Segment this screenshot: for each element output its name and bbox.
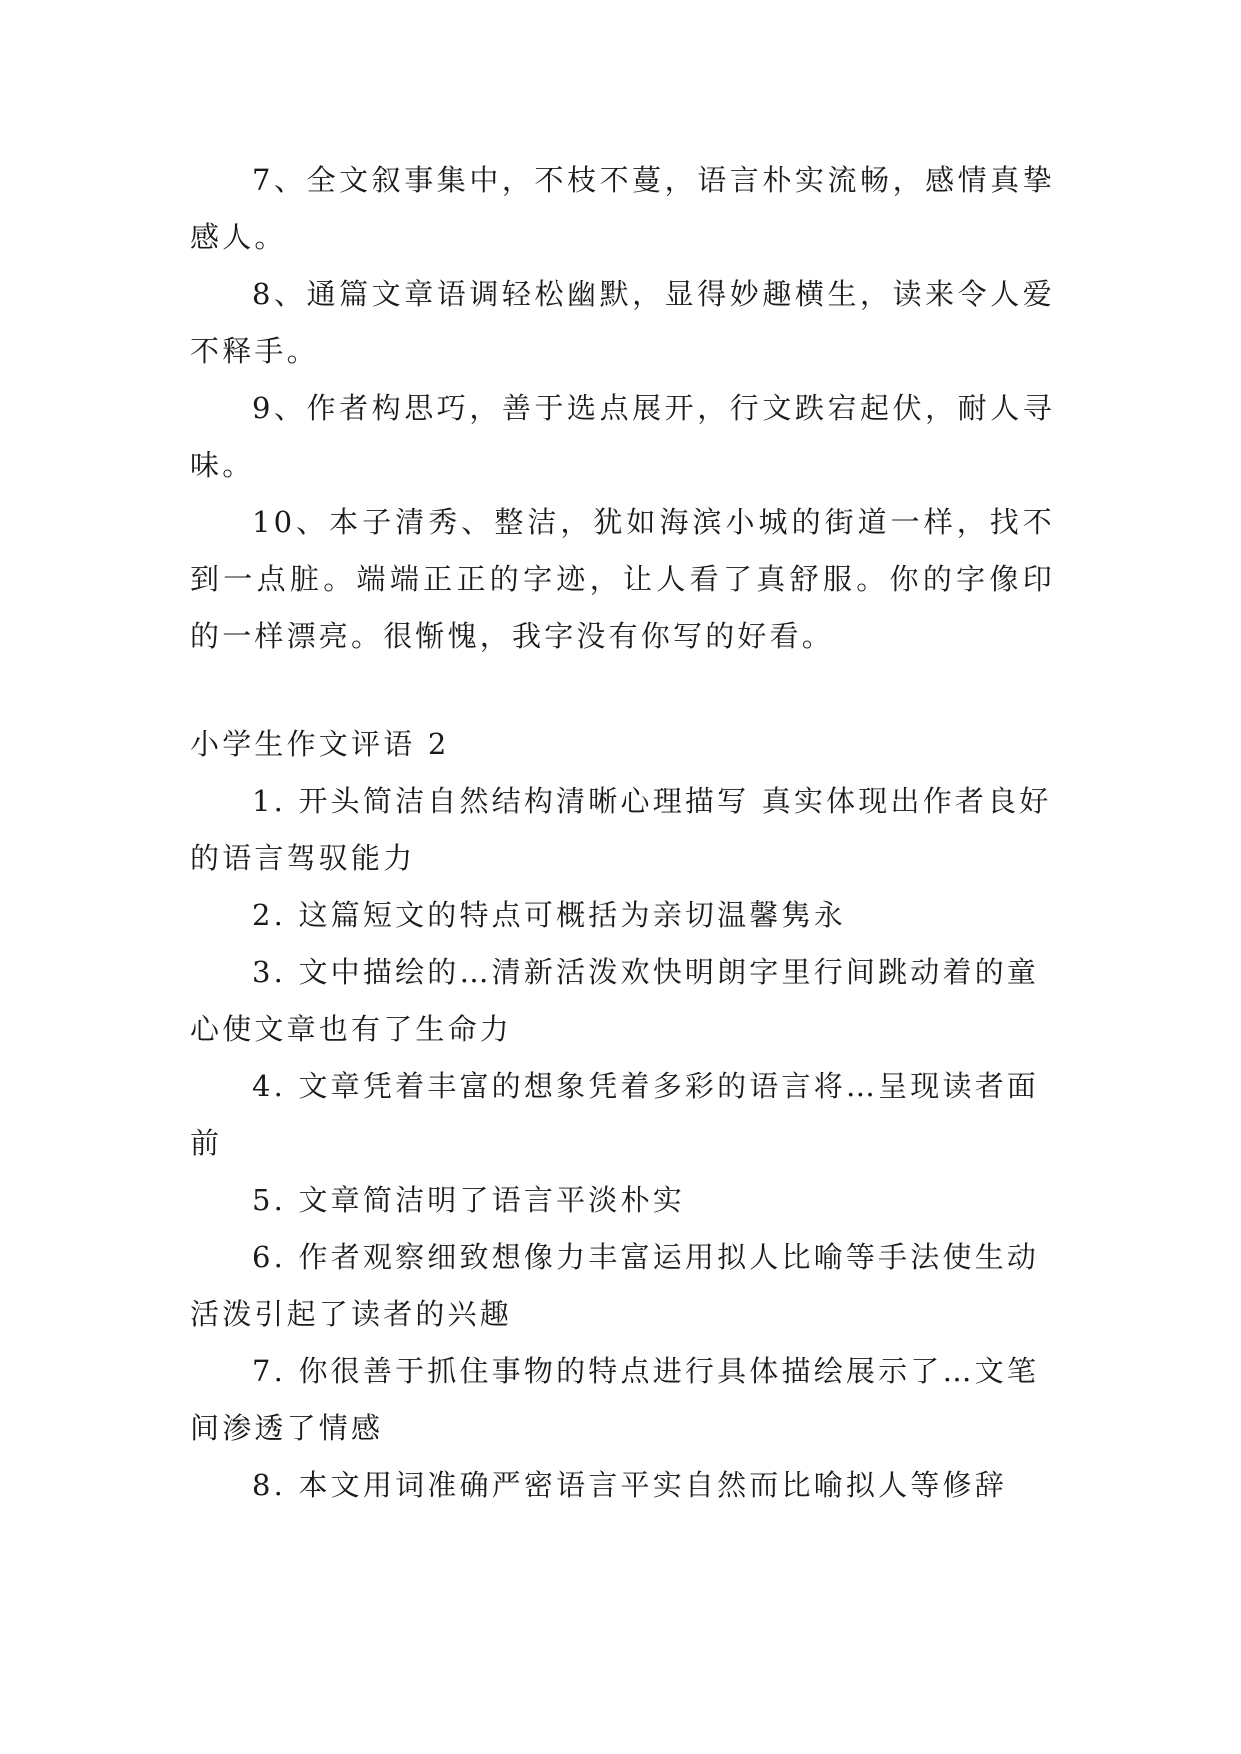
list-item: 2. 这篇短文的特点可概括为亲切温馨隽永 [252, 898, 846, 932]
list-item: 8. 本文用词准确严密语言平实自然而比喻拟人等修辞 [252, 1468, 1007, 1502]
list-item: 1. 开头简洁自然结构清晰心理描写 真实体现出作者良好的语言驾驭能力 [190, 784, 1052, 875]
list-item: 7. 你很善于抓住事物的特点进行具体描绘展示了…文笔间渗透了情感 [190, 1354, 1040, 1445]
comment-paragraph-7: 7、全文叙事集中，不枝不蔓，语言朴实流畅，感情真挚感人。 [190, 163, 1055, 254]
comments-section-1 [190, 152, 1055, 665]
comment-paragraph-10: 10、本子清秀、整洁，犹如海滨小城的街道一样，找不到一点脏。端端正正的字迹，让人看了真舒服。你的字像印的一样漂亮。很惭愧，我字没有你写的好看。 [190, 505, 1055, 653]
comment-paragraph-8: 8、通篇文章语调轻松幽默，显得妙趣横生，读来令人爱不释手。 [190, 277, 1055, 368]
comment-paragraph-9: 9、作者构思巧，善于选点展开，行文跌宕起伏，耐人寻味。 [190, 391, 1055, 482]
list-item: 6. 作者观察细致想像力丰富运用拟人比喻等手法使生动活泼引起了读者的兴趣 [190, 1240, 1040, 1331]
comments-section-2 [190, 773, 1055, 1514]
list-item: 3. 文中描绘的…清新活泼欢快明朗字里行间跳动着的童心使文章也有了生命力 [190, 955, 1040, 1046]
list-item: 5. 文章简洁明了语言平淡朴实 [252, 1183, 685, 1217]
list-item: 4. 文章凭着丰富的想象凭着多彩的语言将…呈现读者面前 [190, 1069, 1040, 1160]
document-page [190, 152, 1055, 1514]
section-heading: 小学生作文评语 2 [190, 727, 450, 761]
